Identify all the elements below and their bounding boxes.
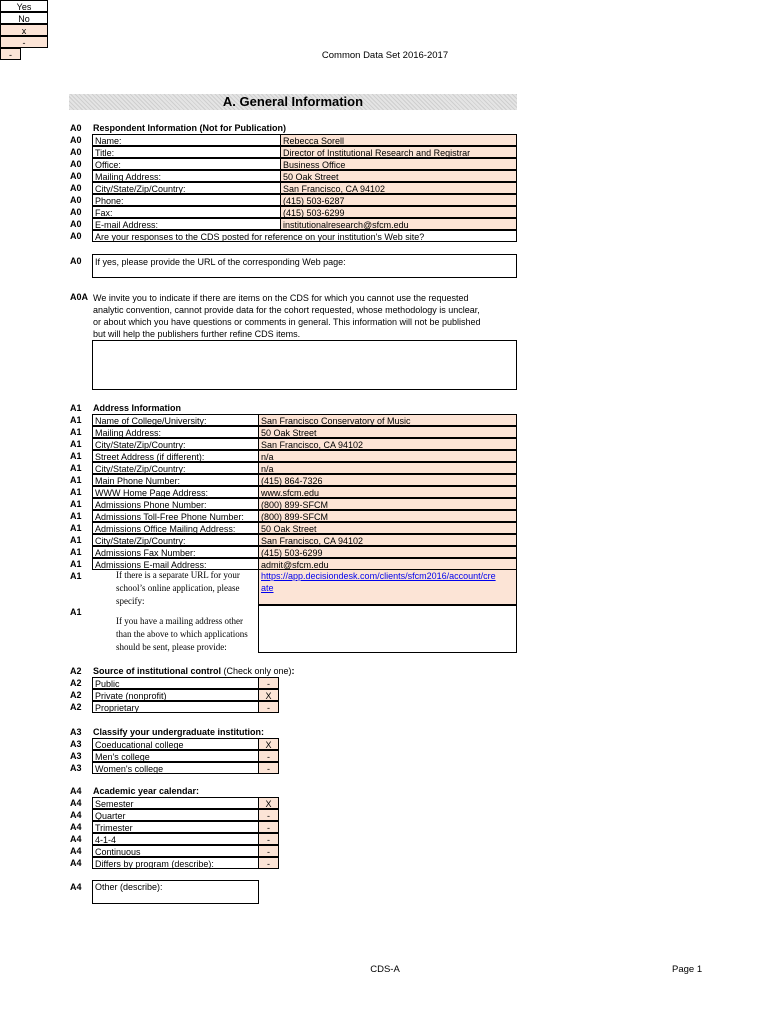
- option-label: Men's college: [92, 750, 259, 762]
- a0-web-question: Are your responses to the CDS posted for reference on your institution's Web site?: [92, 230, 517, 242]
- option-checkbox[interactable]: X: [258, 738, 279, 750]
- text-line: If there is a separate URL for your: [116, 570, 240, 580]
- heading-bold: Source of institutional control: [93, 666, 221, 676]
- field-value[interactable]: (415) 503-6299: [258, 546, 517, 558]
- item-code: A1: [70, 511, 82, 521]
- text-line: specify:: [116, 596, 145, 606]
- field-label: City/State/Zip/Country:: [92, 438, 258, 450]
- comments-box[interactable]: [92, 340, 517, 390]
- item-code: A1: [70, 475, 82, 485]
- item-code: A0: [70, 231, 82, 241]
- option-label: Coeducational college: [92, 738, 259, 750]
- yes-header: Yes: [0, 0, 48, 12]
- item-code: A2: [70, 666, 82, 676]
- field-value[interactable]: San Francisco Conservatory of Music: [258, 414, 517, 426]
- field-value[interactable]: (800) 899-SFCM: [258, 510, 517, 522]
- text-line: or about which you have questions or comments in general. This information will not be published: [93, 317, 481, 327]
- a0a-text: [93, 292, 481, 340]
- footer-center: CDS-A: [370, 964, 400, 975]
- heading-normal: (Check only one): [221, 666, 292, 676]
- option-checkbox[interactable]: -: [258, 845, 279, 857]
- option-checkbox[interactable]: -: [258, 762, 279, 774]
- option-checkbox[interactable]: X: [258, 689, 279, 701]
- option-label: 4-1-4: [92, 833, 259, 845]
- option-checkbox[interactable]: -: [258, 821, 279, 833]
- item-code: A1: [70, 403, 82, 413]
- option-checkbox[interactable]: -: [258, 809, 279, 821]
- field-label: Mailing Address:: [92, 426, 258, 438]
- item-code: A3: [70, 763, 82, 773]
- field-value[interactable]: San Francisco, CA 94102: [280, 182, 517, 194]
- field-value[interactable]: Rebecca Sorell: [280, 134, 517, 146]
- item-code: A0A: [70, 292, 89, 302]
- field-label: Admissions Phone Number:: [92, 498, 258, 510]
- item-code: A0: [70, 159, 82, 169]
- text-line: analytic convention, cannot provide data for the cohort requested, whose methodology is unclear,: [93, 305, 480, 315]
- option-label: Differs by program (describe):: [92, 857, 259, 869]
- url-link[interactable]: ate: [261, 583, 274, 593]
- item-code: A1: [70, 571, 82, 581]
- item-code: A1: [70, 487, 82, 497]
- field-label: E-mail Address:: [92, 218, 280, 230]
- yes-checkbox[interactable]: x: [0, 24, 48, 36]
- other-calendar-box[interactable]: [92, 880, 259, 904]
- item-code: A3: [70, 739, 82, 749]
- item-code: A0: [70, 207, 82, 217]
- item-code: A1: [70, 535, 82, 545]
- field-label: WWW Home Page Address:: [92, 486, 258, 498]
- item-code: A0: [70, 195, 82, 205]
- field-value[interactable]: Business Office: [280, 158, 517, 170]
- field-value[interactable]: n/a: [258, 450, 517, 462]
- item-code: A2: [70, 678, 82, 688]
- section-title: A. General Information: [69, 94, 517, 110]
- field-label: Office:: [92, 158, 280, 170]
- a2-heading: [93, 666, 295, 676]
- url-link[interactable]: https://app.decisiondesk.com/clients/sfcm2016/account/cre: [261, 571, 496, 581]
- item-code: A1: [70, 427, 82, 437]
- a0-heading: Respondent Information (Not for Publication): [93, 123, 286, 133]
- a4-heading: Academic year calendar:: [93, 786, 200, 796]
- item-code: A0: [70, 219, 82, 229]
- item-code: A0: [70, 256, 82, 266]
- field-value[interactable]: n/a: [258, 462, 517, 474]
- item-code: A1: [70, 415, 82, 425]
- alt-mail-box[interactable]: [258, 605, 517, 653]
- field-label: Fax:: [92, 206, 280, 218]
- field-label: Admissions Fax Number:: [92, 546, 258, 558]
- field-value[interactable]: San Francisco, CA 94102: [258, 534, 517, 546]
- item-code: A4: [70, 846, 82, 856]
- field-value[interactable]: (800) 899-SFCM: [258, 498, 517, 510]
- field-label: Admissions E-mail Address:: [92, 558, 258, 570]
- page-header: Common Data Set 2016-2017: [321, 50, 449, 61]
- item-code: A1: [70, 499, 82, 509]
- field-value[interactable]: www.sfcm.edu: [258, 486, 517, 498]
- field-value[interactable]: San Francisco, CA 94102: [258, 438, 517, 450]
- item-code: A1: [70, 463, 82, 473]
- field-label: Name:: [92, 134, 280, 146]
- a3-heading: Classify your undergraduate institution:: [93, 727, 265, 737]
- item-code: A1: [70, 547, 82, 557]
- option-label: Trimester: [92, 821, 259, 833]
- field-label: City/State/Zip/Country:: [92, 462, 258, 474]
- field-label: Main Phone Number:: [92, 474, 258, 486]
- field-label: Mailing Address:: [92, 170, 280, 182]
- item-code: A4: [70, 822, 82, 832]
- field-label: Admissions Office Mailing Address:: [92, 522, 258, 534]
- option-checkbox[interactable]: -: [258, 750, 279, 762]
- item-code: A0: [70, 171, 82, 181]
- field-value[interactable]: 50 Oak Street: [258, 426, 517, 438]
- field-value[interactable]: Director of Institutional Research and Registrar: [280, 146, 517, 158]
- option-label: Quarter: [92, 809, 259, 821]
- text-line: We invite you to indicate if there are items on the CDS for which you cannot use the requested: [93, 293, 469, 303]
- item-code: A0: [70, 123, 82, 133]
- field-label: City/State/Zip/Country:: [92, 182, 280, 194]
- option-checkbox[interactable]: -: [258, 833, 279, 845]
- item-code: A3: [70, 727, 82, 737]
- no-checkbox[interactable]: -: [0, 36, 48, 48]
- option-label: Women's college: [92, 762, 259, 774]
- text-line: should be sent, please provide:: [116, 642, 227, 652]
- other-checkbox[interactable]: -: [0, 48, 21, 60]
- heading-colon: :: [291, 666, 295, 676]
- field-value[interactable]: institutionalresearch@sfcm.edu: [280, 218, 517, 230]
- online-app-url[interactable]: [258, 569, 517, 605]
- text-line: but will help the publishers further refine CDS items.: [93, 329, 301, 339]
- item-code: A2: [70, 702, 82, 712]
- item-code: A4: [70, 786, 82, 796]
- field-value[interactable]: 50 Oak Street: [258, 522, 517, 534]
- field-label: Phone:: [92, 194, 280, 206]
- item-code: A4: [70, 798, 82, 808]
- item-code: A4: [70, 834, 82, 844]
- item-code: A2: [70, 690, 82, 700]
- item-code: A4: [70, 882, 82, 892]
- footer-page: Page 1: [672, 964, 703, 975]
- field-label: Street Address (if different):: [92, 450, 258, 462]
- option-checkbox[interactable]: -: [258, 857, 279, 869]
- option-checkbox[interactable]: X: [258, 797, 279, 809]
- item-code: A1: [70, 523, 82, 533]
- option-label: Semester: [92, 797, 259, 809]
- item-code: A4: [70, 858, 82, 868]
- item-code: A1: [70, 607, 82, 617]
- item-code: A0: [70, 147, 82, 157]
- option-label: Private (nonprofit): [92, 689, 259, 701]
- option-label: Proprietary: [92, 701, 259, 713]
- online-app-label: [116, 569, 240, 608]
- item-code: A4: [70, 810, 82, 820]
- field-value[interactable]: 50 Oak Street: [280, 170, 517, 182]
- item-code: A1: [70, 559, 82, 569]
- option-label: Public: [92, 677, 259, 689]
- option-checkbox[interactable]: -: [258, 677, 279, 689]
- item-code: A3: [70, 751, 82, 761]
- field-label: Title:: [92, 146, 280, 158]
- field-label: City/State/Zip/Country:: [92, 534, 258, 546]
- text-line: If you have a mailing address other: [116, 616, 243, 626]
- item-code: A1: [70, 451, 82, 461]
- other-label: Other (describe):: [95, 882, 163, 892]
- field-value[interactable]: (415) 503-6287: [280, 194, 517, 206]
- text-line: than the above to which applications: [116, 629, 248, 639]
- item-code: A1: [70, 439, 82, 449]
- text-line: school’s online application, please: [116, 583, 240, 593]
- field-label: Admissions Toll-Free Phone Number:: [92, 510, 258, 522]
- field-value[interactable]: (415) 864-7326: [258, 474, 517, 486]
- url-question: If yes, please provide the URL of the corresponding Web page:: [95, 257, 346, 267]
- field-label: Name of College/University:: [92, 414, 258, 426]
- option-checkbox[interactable]: -: [258, 701, 279, 713]
- item-code: A0: [70, 135, 82, 145]
- option-label: Continuous: [92, 845, 259, 857]
- field-value[interactable]: (415) 503-6299: [280, 206, 517, 218]
- item-code: A0: [70, 183, 82, 193]
- alt-mail-label: [116, 615, 248, 654]
- field-value[interactable]: admit@sfcm.edu: [258, 558, 517, 570]
- no-header: No: [0, 12, 48, 24]
- a1-heading: Address Information: [93, 403, 182, 413]
- url-box[interactable]: [92, 254, 517, 278]
